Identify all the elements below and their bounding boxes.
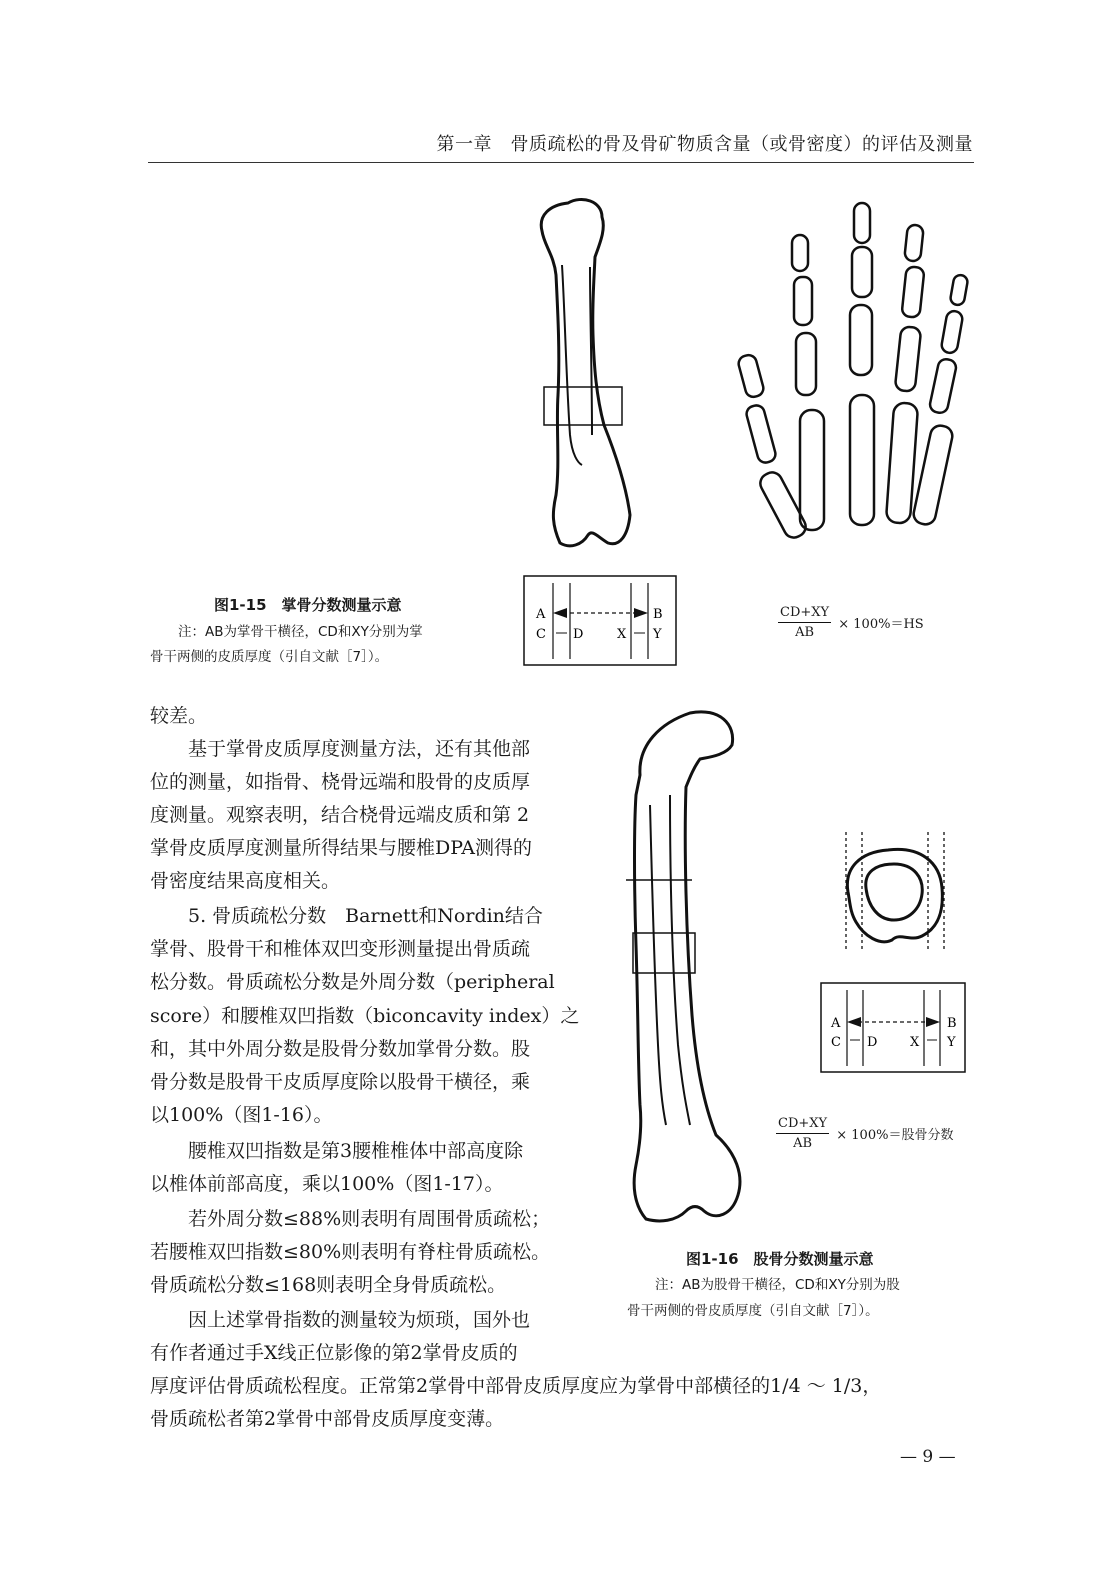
label-a: A (831, 1016, 841, 1031)
header-divider (148, 162, 974, 163)
hand-skeleton-sketch (730, 195, 980, 560)
label-d: D (867, 1035, 878, 1050)
label-a: A (536, 607, 546, 622)
cortex-diagram-15 (523, 575, 677, 667)
body-line: 和，其中外周分数是股骨分数加掌骨分数。股 (150, 1038, 531, 1060)
body-line: 度测量。观察表明，结合桡骨远端皮质和第 2 (150, 804, 530, 826)
figure-15-caption: 图1-15 掌骨分数测量示意 (214, 596, 402, 614)
formula-rhs: × 100%＝HS (838, 617, 924, 632)
label-b: B (653, 607, 663, 622)
label-y: Y (947, 1035, 956, 1050)
hs-formula (778, 605, 924, 640)
figure-16-caption: 图1-16 股骨分数测量示意 (686, 1250, 874, 1268)
body-line: 有作者通过手X线正位影像的第2掌骨皮质的 (150, 1342, 518, 1364)
body-line: 基于掌骨皮质厚度测量方法，还有其他部 (150, 738, 531, 760)
body-line: 因上述掌骨指数的测量较为烦琐，国外也 (150, 1309, 531, 1331)
label-b: B (947, 1016, 957, 1031)
formula-numerator: CD+XY (778, 605, 831, 623)
body-line: 若外周分数≤88%则表明有周围骨质疏松； (150, 1208, 551, 1230)
body-line: 较差。 (150, 705, 208, 727)
body-line: 厚度评估骨质疏松程度。正常第2掌骨中部骨皮质厚度应为掌骨中部横径的1/4 ～ 1/3， (150, 1375, 882, 1397)
label-c: C (536, 627, 546, 642)
femur-cross-section (840, 832, 950, 952)
body-line: 骨分数是股骨干皮质厚度除以股骨干横径，乘 (150, 1071, 531, 1093)
femur-score-formula (776, 1116, 953, 1151)
label-x: X (910, 1035, 920, 1050)
figure-15-note-line1: 注：AB为掌骨干横径，CD和XY分别为掌 (178, 624, 423, 640)
formula-numerator: CD+XY (776, 1116, 829, 1134)
body-line: 骨密度结果高度相关。 (150, 870, 341, 892)
formula-denominator: AB (795, 625, 815, 640)
figure-16-note-line2: 骨干两侧的骨皮质厚度（引自文献［7］）。 (627, 1303, 879, 1319)
cortex-diagram-16 (820, 982, 966, 1074)
body-line: 若腰椎双凹指数≤80%则表明有脊柱骨质疏松。 (150, 1241, 551, 1263)
body-line: 以100%（图1-16）。 (150, 1104, 333, 1126)
formula-denominator: AB (793, 1136, 813, 1151)
body-line: 松分数。骨质疏松分数是外周分数（peripheral (150, 971, 555, 993)
figure-16-note-line1: 注：AB为股骨干横径，CD和XY分别为股 (655, 1277, 900, 1293)
body-line: 掌骨、股骨干和椎体双凹变形测量提出骨质疏 (150, 938, 531, 960)
femur-sketch (620, 705, 750, 1225)
body-line: 位的测量，如指骨、桡骨远端和股骨的皮质厚 (150, 771, 531, 793)
metacarpal-sketch (530, 195, 630, 555)
label-d: D (573, 627, 584, 642)
figure-15-note-line2: 骨干两侧的皮质厚度（引自文献［7］）。 (150, 649, 389, 665)
label-x: X (617, 627, 627, 642)
body-line: 骨质疏松者第2掌骨中部骨皮质厚度变薄。 (150, 1408, 505, 1430)
formula-rhs: × 100%＝股骨分数 (836, 1128, 954, 1143)
body-line: 腰椎双凹指数是第3腰椎椎体中部高度除 (150, 1140, 524, 1162)
chapter-header: 第一章 骨质疏松的骨及骨矿物质含量（或骨密度）的评估及测量 (436, 134, 973, 155)
label-y: Y (653, 627, 662, 642)
body-line: 骨质疏松分数≤168则表明全身骨质疏松。 (150, 1274, 507, 1296)
body-line: score）和腰椎双凹指数（biconcavity index）之 (150, 1005, 580, 1027)
body-line: 以椎体前部高度，乘以100%（图1-17）。 (150, 1173, 504, 1195)
page-number: — 9 — (900, 1447, 956, 1467)
body-line: 掌骨皮质厚度测量所得结果与腰椎DPA测得的 (150, 837, 532, 859)
body-line: 5. 骨质疏松分数 Barnett和Nordin结合 (150, 905, 543, 927)
label-c: C (831, 1035, 841, 1050)
